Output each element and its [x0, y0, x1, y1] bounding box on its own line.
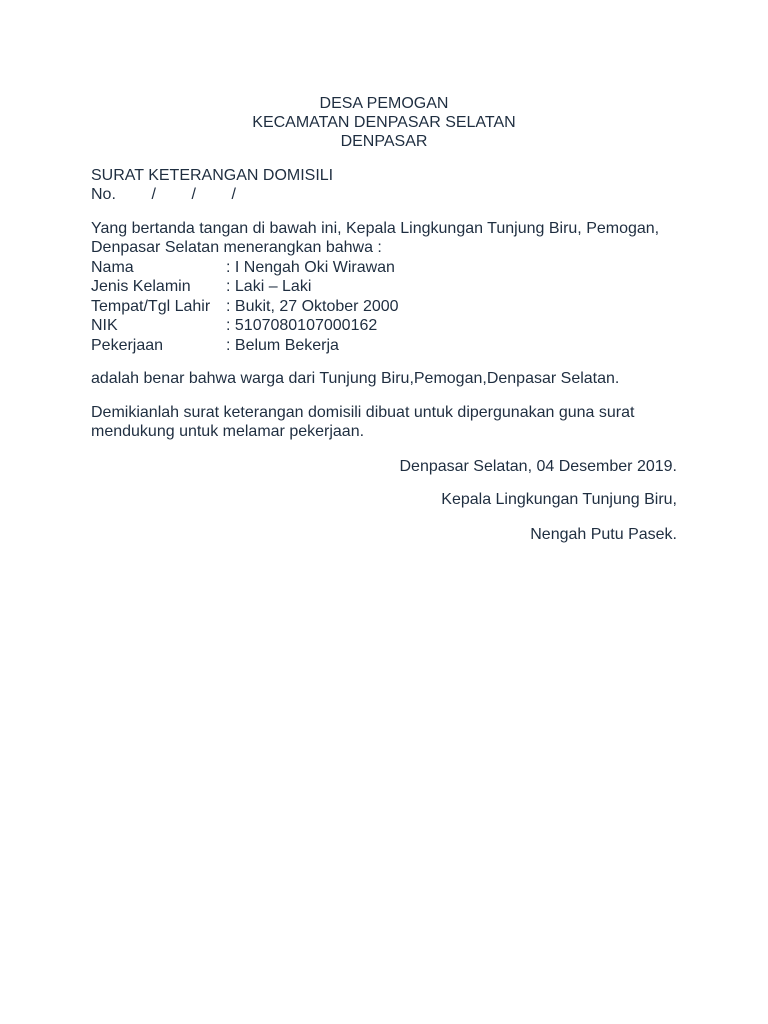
letter-header — [0, 94, 768, 151]
field-row-birth — [91, 297, 399, 316]
intro-line-1: Yang bertanda tangan di bawah ini, Kepala Lingkungan Tunjung Biru, Pemogan, — [91, 220, 660, 237]
field-value: : Bukit, 27 Oktober 2000 — [226, 297, 399, 315]
signature-name: Nengah Putu Pasek. — [530, 526, 677, 543]
field-label: NIK — [91, 317, 118, 335]
district-name: KECAMATAN DENPASAR SELATAN — [252, 114, 516, 131]
signature-date: Denpasar Selatan, 04 Desember 2019. — [399, 458, 677, 475]
field-row-nik — [91, 316, 399, 335]
field-row-name — [91, 258, 399, 277]
closing-paragraph — [91, 403, 691, 441]
field-row-occupation — [91, 336, 399, 355]
field-value: : Laki – Laki — [226, 278, 312, 296]
city-name: DENPASAR — [340, 133, 428, 150]
village-name: DESA PEMOGAN — [319, 95, 449, 112]
field-value: : Belum Bekerja — [226, 336, 339, 354]
signature-position: Kepala Lingkungan Tunjung Biru, — [441, 491, 677, 508]
field-label: Tempat/Tgl Lahir — [91, 297, 211, 315]
closing-line-2: mendukung untuk melamar pekerjaan. — [91, 423, 365, 440]
field-label: Nama — [91, 259, 134, 276]
field-label: Pekerjaan — [91, 336, 164, 354]
letter-title-block — [91, 166, 333, 204]
closing-line-1: Demikianlah surat keterangan domisili dibuat untuk dipergunakan guna surat — [91, 404, 635, 421]
intro-line-2: Denpasar Selatan menerangkan bahwa : — [91, 239, 382, 256]
field-label: Jenis Kelamin — [91, 278, 191, 296]
statement-paragraph: adalah benar bahwa warga dari Tunjung Biru,Pemogan,Denpasar Selatan. — [91, 370, 620, 387]
letter-number: No. / / / — [91, 186, 236, 203]
field-row-gender — [91, 277, 399, 296]
field-value: : I Nengah Oki Wirawan — [226, 259, 395, 276]
field-value: : 5107080107000162 — [226, 317, 378, 335]
letter-title: SURAT KETERANGAN DOMISILI — [91, 167, 334, 184]
intro-paragraph — [91, 219, 691, 257]
identity-fields — [91, 258, 399, 355]
